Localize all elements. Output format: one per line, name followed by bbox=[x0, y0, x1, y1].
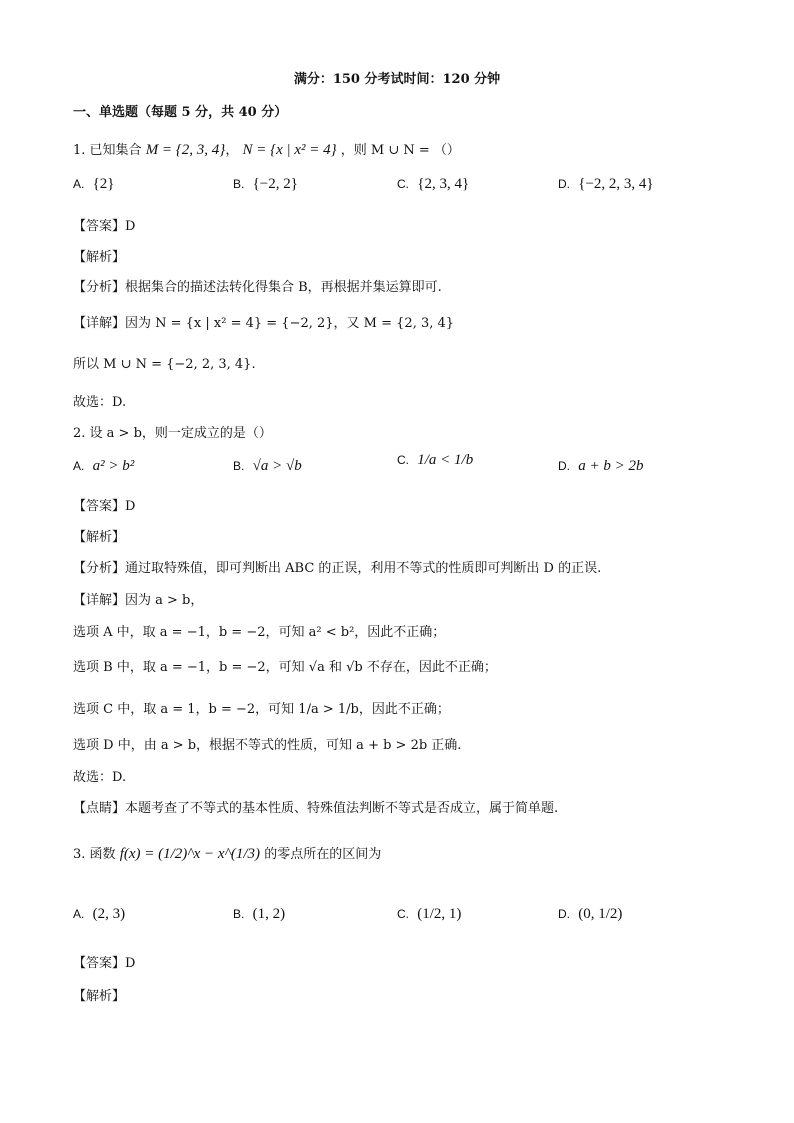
q2-line-d: 选项 D 中，由 a > b，根据不等式的性质，可知 a + b > 2b 正确. bbox=[73, 738, 462, 753]
q1-answer: 【答案】D bbox=[73, 219, 136, 234]
q1-result: 所以 M ∪ N = {−2, 2, 3, 4}. bbox=[73, 357, 256, 372]
q3-stem-suffix: 的零点所在的区间为 bbox=[264, 847, 382, 862]
q1-fenxi: 【分析】根据集合的描述法转化得集合 B，再根据并集运算即可. bbox=[73, 280, 442, 295]
q1-stem: 1. 已知集合 M = {2, 3, 4}， N = {x | x² = 4} ，则 M ∪ N = （） bbox=[73, 142, 460, 158]
q1-option-d[interactable]: D. {−2, 2, 3, 4} bbox=[558, 176, 654, 192]
q1-choose: 故选：D. bbox=[73, 395, 127, 410]
q1-option-a[interactable]: A. {2} bbox=[73, 176, 115, 192]
q2-xiangjie: 【详解】因为 a > b， bbox=[73, 593, 204, 608]
q2-option-d[interactable]: D. a + b > 2b bbox=[558, 458, 644, 474]
page-title: 满分：150 分考试时间：120 分钟 bbox=[293, 72, 501, 87]
q2-dianjing: 【点睛】本题考查了不等式的基本性质、特殊值法判断不等式是否成立，属于简单题. bbox=[73, 801, 559, 816]
q3-option-a[interactable]: A. (2, 3) bbox=[73, 906, 126, 922]
q1-option-c[interactable]: C. {2, 3, 4} bbox=[397, 176, 470, 192]
q2-choose: 故选：D. bbox=[73, 770, 127, 785]
q3-option-d[interactable]: D. (0, 1/2) bbox=[558, 906, 623, 922]
q2-answer: 【答案】D bbox=[73, 499, 136, 514]
q1-set-n: N = {x | x² = 4} bbox=[242, 142, 337, 158]
q2-stem: 2. 设 a > b，则一定成立的是（） bbox=[73, 426, 272, 441]
q2-line-a: 选项 A 中，取 a = −1，b = −2，可知 a² < b²，因此不正确； bbox=[73, 625, 446, 640]
q1-set-m: M = {2, 3, 4} bbox=[145, 142, 226, 158]
q3-answer: 【答案】D bbox=[73, 956, 136, 971]
q2-option-c[interactable]: C. 1/a < 1/b bbox=[397, 452, 474, 468]
q1-xiangjie: 【详解】因为 N = {x | x² = 4} = {−2, 2}，又 M = {2, 3, 4} bbox=[73, 316, 455, 331]
q3-option-b[interactable]: B. (1, 2) bbox=[233, 906, 286, 922]
q2-option-a[interactable]: A. a² > b² bbox=[73, 458, 135, 474]
q3-stem bbox=[73, 843, 381, 863]
q2-option-b[interactable]: B. √a > √b bbox=[233, 458, 302, 474]
q1-stem-prefix: 1. 已知集合 bbox=[73, 143, 142, 158]
q1-stem-suffix: ，则 M ∪ N = （） bbox=[340, 143, 460, 158]
q3-function: f(x) = (1/2)^x − x^(1/3) bbox=[119, 846, 261, 862]
q2-jiexi: 【解析】 bbox=[73, 530, 126, 545]
q2-line-c: 选项 C 中，取 a = 1，b = −2，可知 1/a > 1/b，因此不正确； bbox=[73, 702, 450, 717]
section-title: 一、单选题（每题 5 分，共 40 分） bbox=[73, 105, 288, 120]
q3-jiexi: 【解析】 bbox=[73, 989, 126, 1004]
q3-stem-prefix: 3. 函数 bbox=[73, 847, 116, 862]
q3-option-c[interactable]: C. (1/2, 1) bbox=[397, 906, 462, 922]
q1-jiexi: 【解析】 bbox=[73, 250, 126, 265]
q2-line-b: 选项 B 中，取 a = −1，b = −2，可知 √a 和 √b 不存在，因此不正确； bbox=[73, 660, 497, 675]
q1-option-b[interactable]: B. {−2, 2} bbox=[233, 176, 298, 192]
q2-fenxi: 【分析】通过取特殊值，即可判断出 ABC 的正误，利用不等式的性质即可判断出 D 的正误. bbox=[73, 561, 602, 576]
